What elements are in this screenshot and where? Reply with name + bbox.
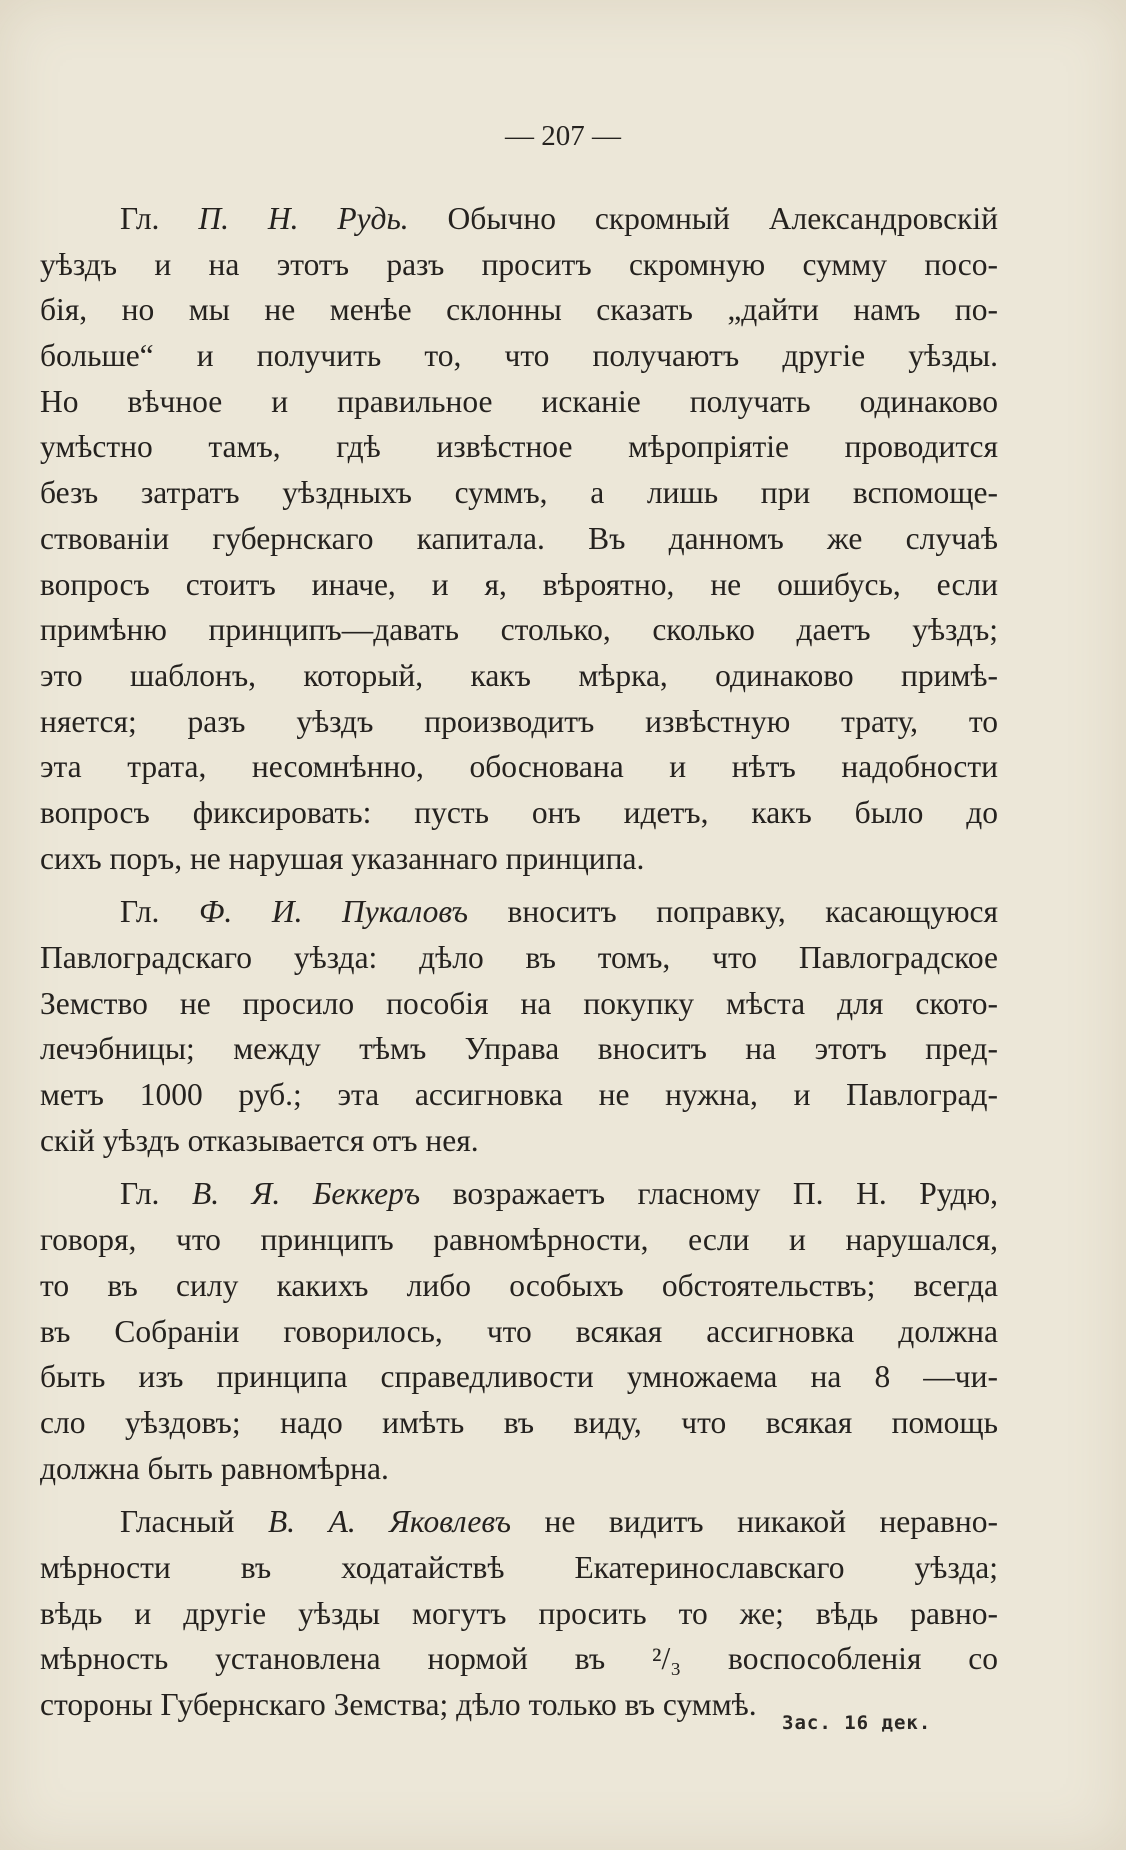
text-line: мѣрность установлена нормой въ ²/₃ воспособленія со (40, 1641, 998, 1677)
text-line: бія, но мы не менѣе склонны сказать „дайти намъ по- (40, 292, 998, 328)
text-line: эта трата, несомнѣнно, обоснована и нѣтъ надобности (40, 749, 998, 785)
paragraph (40, 889, 998, 1163)
text-line (40, 889, 998, 935)
text-line: больше“ и получить то, что получаютъ другіе уѣзды. (40, 338, 998, 374)
line-text: вноситъ поправку, касающуюся (467, 894, 998, 930)
text-line: метъ 1000 руб.; эта ассигновка не нужна, и Павлоград- (40, 1077, 998, 1113)
speaker-title: Гл. (120, 1176, 192, 1212)
text-line: Но вѣчное и правильное исканіе получать одинаково (40, 383, 998, 419)
speaker-name: В. Я. Беккеръ (192, 1176, 421, 1212)
text-line: вѣдь и другіе уѣзды могутъ просить то же; вѣдь равно- (40, 1595, 998, 1631)
page-text (40, 196, 998, 1728)
text-line (40, 1499, 998, 1545)
speaker-name: П. Н. Рудь. (198, 201, 409, 236)
text-line: Павлоградскаго уѣзда: дѣло въ томъ, что Павлоградское (40, 940, 998, 975)
line-text: Обычно скромный Александровскій (408, 201, 999, 236)
text-line (40, 1171, 998, 1217)
text-line: сихъ поръ, не нарушая указаннаго принципа. (40, 840, 645, 876)
text-line: уѣздъ и на этотъ разъ проситъ скромную сумму посо- (40, 246, 998, 282)
text-line: стороны Губернскаго Земства; дѣло только въ суммѣ. (40, 1687, 757, 1722)
text-line: то въ силу какихъ либо особыхъ обстоятельствъ; всегда (40, 1267, 998, 1303)
text-line: вопросъ стоитъ иначе, и я, вѣроятно, не ошибусь, если (40, 566, 998, 602)
text-line: примѣню принципъ—давать столько, сколько даетъ уѣздъ; (40, 612, 998, 648)
text-line: быть изъ принципа справедливости умножаема на 8 —чи- (40, 1359, 998, 1395)
text-line: сло уѣздовъ; надо имѣть въ виду, что всякая помощь (40, 1404, 998, 1440)
text-line: вопросъ фиксировать: пусть онъ идетъ, какъ было до (40, 794, 998, 830)
text-line: это шаблонъ, который, какъ мѣрка, одинаково примѣ- (40, 657, 998, 693)
speaker-title: Гл. (120, 201, 199, 236)
text-line (40, 196, 998, 242)
text-line: умѣстно тамъ, гдѣ извѣстное мѣропріятіе проводится (40, 429, 998, 465)
speaker-name: Ф. И. Пукаловъ (199, 894, 468, 930)
paragraph (40, 1499, 998, 1727)
text-line: говоря, что принципъ равномѣрности, если и нарушался, (40, 1222, 998, 1258)
speaker-name: В. А. Яковлевъ (267, 1504, 511, 1540)
text-line: скій уѣздъ отказывается отъ нея. (40, 1122, 479, 1158)
line-text: возражаетъ гласному П. Н. Рудю, (420, 1176, 998, 1212)
paragraph (40, 196, 998, 881)
text-line: мѣрности въ ходатайствѣ Екатеринославскаго уѣзда; (40, 1549, 998, 1585)
line-text: не видитъ никакой неравно- (511, 1504, 998, 1540)
text-line: въ Собраніи говорилось, что всякая ассигновка должна (40, 1313, 998, 1349)
text-line: должна быть равномѣрна. (40, 1450, 389, 1486)
text-line: безъ затратъ уѣздныхъ суммъ, а лишь при вспомоще- (40, 475, 998, 511)
speaker-title: Гласный (120, 1504, 268, 1540)
paragraph (40, 1171, 998, 1491)
page-number: — 207 — (505, 120, 621, 152)
text-line: лечэбницы; между тѣмъ Управа вноситъ на этотъ пред- (40, 1031, 998, 1067)
text-line: Земство не просило пособія на покупку мѣста для ското- (40, 985, 998, 1021)
speaker-title: Гл. (120, 894, 200, 930)
signature-mark: Зас. 16 дек. (782, 1712, 932, 1734)
text-line: ствованіи губернскаго капитала. Въ данномъ же случаѣ (40, 520, 998, 556)
text-line: няется; разъ уѣздъ производитъ извѣстную трату, то (40, 703, 998, 739)
